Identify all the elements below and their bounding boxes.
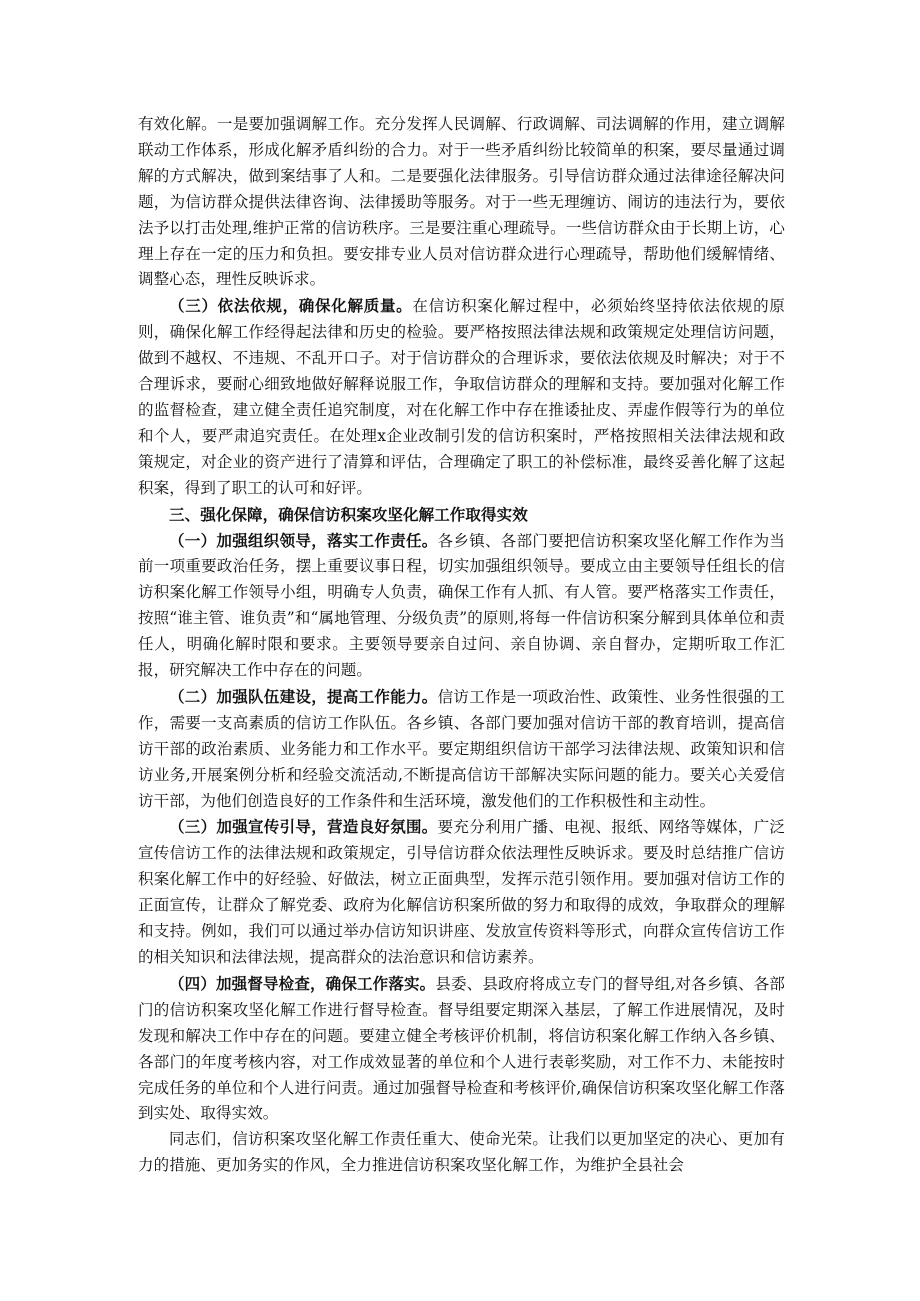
paragraph-closing: 同志们，信访积案攻坚化解工作责任重大、使命光荣。让我们以更加坚定的决心、更加有力的措施、更加务实的作风，全力推进信访积案攻坚化解工作，为维护全县社会 xyxy=(138,1130,785,1175)
paragraph-organization xyxy=(138,528,785,684)
paragraph-lead: （三）加强宣传引导，营造良好氛围。 xyxy=(169,817,438,837)
paragraph-team-building xyxy=(138,684,785,815)
paragraph-body: 县委、县政府将成立专门的督导组,对各乡镇、各部门的信访积案攻坚化解工作进行督导检查。督导组要定期深入基层，了解工作进展情况，及时发现和解决工作中存在的问题。要建立健全考核评价机制，将信访积案化解工作纳入各乡镇、各部门的年度考核内容，对工作成效显著的单位和个人进行表彰奖励，对工作不力、未能按时完成任务的单位和个人进行问责。通过加强督导检查和考核评价,确保信访积案攻坚化解工作落到实处、取得实效。 xyxy=(138,974,786,1123)
paragraph-supervision xyxy=(138,971,785,1127)
section-heading: 三、强化保障，确保信访积案攻坚化解工作取得实效 xyxy=(169,504,528,524)
paragraph-lawful-resolution xyxy=(138,293,785,501)
paragraph-body: 各乡镇、各部门要把信访积案攻坚化解工作作为当前一项重要政治任务，摆上重要议事日程，切实加强组织领导。要成立由主要领导任组长的信访积案化解工作领导小组，明确专人负责，确保工作有人抓、有人管。要严格落实工作责任，按照“谁主管、谁负责”和“属地管理、分级负责”的原则,将每一件信访积案分解到具体单位和责任人，明确化解时限和要求。主要领导要亲自过问、亲自协调、亲自督办，定期听取工作汇报，研究解决工作中存在的问题。 xyxy=(138,531,786,680)
paragraph-lead: （一）加强组织领导，落实工作责任。 xyxy=(169,530,438,550)
paragraph-lead: （四）加强督导检查，确保工作落实。 xyxy=(169,973,436,993)
document-page xyxy=(138,112,785,1179)
paragraph-lead: （二）加强队伍建设，提高工作能力。 xyxy=(169,686,438,706)
paragraph-publicity xyxy=(138,814,785,970)
paragraph-mediation: 有效化解。一是要加强调解工作。充分发挥人民调解、行政调解、司法调解的作用，建立调解联动工作体系，形成化解矛盾纠纷的合力。对于一些矛盾纠纷比较简单的积案，要尽量通过调解的方式解决，做到案结事了人和。二是要强化法律服务。引导信访群众通过法律途径解决问题，为信访群众提供法律咨询、法律援助等服务。对于一些无理缠访、闹访的违法行为，要依法予以打击处理,维护正常的信访秩序。三是要注重心理疏导。一些信访群众由于长期上访，心理上存在一定的压力和负担。要安排专业人员对信访群众进行心理疏导，帮助他们缓解情绪、调整心态，理性反映诉求。 xyxy=(138,115,785,289)
paragraph-body: 信访工作是一项政治性、政策性、业务性很强的工作，需要一支高素质的信访工作队伍。各乡镇、各部门要加强对信访干部的教育培训，提高信访干部的政治素质、业务能力和工作水平。要定期组织信访干部学习法律法规、政策知识和信访业务,开展案例分析和经验交流活动,不断提高信访干部解决实际问题的能力。要关心关爱信访干部，为他们创造良好的工作条件和生活环境，激发他们的工作积极性和主动性。 xyxy=(138,687,786,810)
paragraph-lead: （三）依法依规，确保化解质量。 xyxy=(169,296,413,316)
paragraph-body: 在信访积案化解过程中，必须始终坚持依法依规的原则，确保化解工作经得起法律和历史的检验。要严格按照法律法规和政策规定处理信访问题，做到不越权、不违规、不乱开口子。对于信访群众的合理诉求，要依法依规及时解决；对于不合理诉求，要耐心细致地做好解释说服工作，争取信访群众的理解和支持。要加强对化解工作的监督检查，建立健全责任追究制度，对在化解工作中存在推诿扯皮、弄虚作假等行为的单位和个人，要严肃追究责任。在处理x企业改制引发的信访积案时，严格按照相关法律法规和政策规定，对企业的资产进行了清算和评估，合理确定了职工的补偿标准，最终妥善化解了这起积案，得到了职工的认可和好评。 xyxy=(138,297,785,497)
paragraph-body: 要充分利用广播、电视、报纸、网络等媒体，广泛宣传信访工作的法律法规和政策规定，引导信访群众依法理性反映诉求。要及时总结推广信访积案化解工作中的好经验、好做法，树立正面典型，发挥示范引领作用。要加强对信访工作的正面宣传，让群众了解党委、政府为化解信访积案所做的努力和取得的成效，争取群众的理解和支持。例如，我们可以通过举办信访知识讲座、发放宣传资料等形式，向群众宣传信访工作的相关知识和法律法规，提高群众的法治意识和信访素养。 xyxy=(138,818,786,966)
